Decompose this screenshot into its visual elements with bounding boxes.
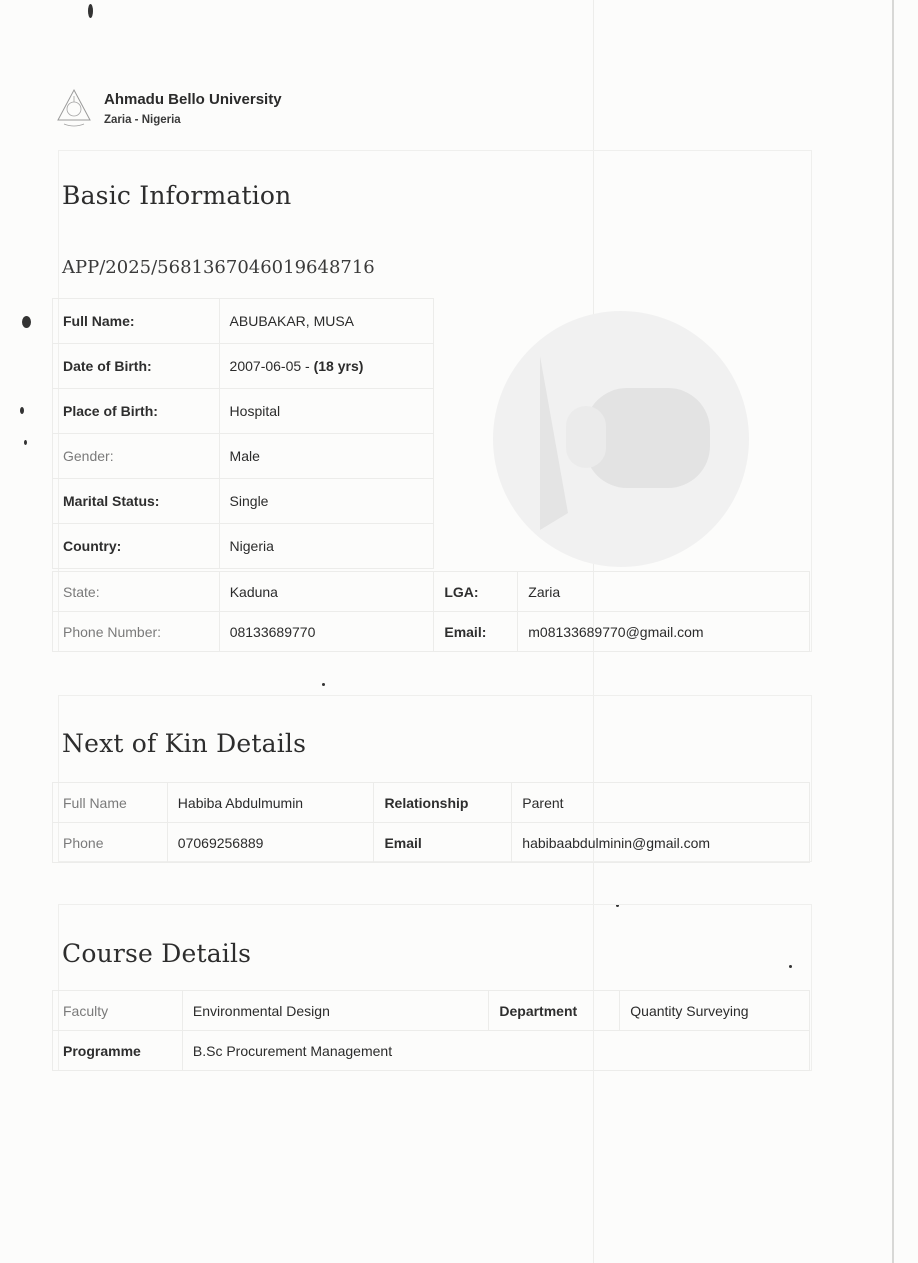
kin-phone-label: Phone [53, 823, 168, 863]
full-name-label: Full Name: [53, 299, 220, 344]
pob-value: Hospital [219, 389, 433, 434]
table-row [53, 479, 434, 524]
university-header [52, 86, 282, 130]
scan-speck [24, 440, 27, 445]
table-row [53, 389, 434, 434]
table-row [53, 524, 434, 569]
lga-label: LGA: [434, 572, 518, 612]
department-label: Department [489, 991, 620, 1031]
kin-email-label: Email [374, 823, 512, 863]
next-of-kin-title: Next of Kin Details [62, 729, 307, 758]
table-row [53, 344, 434, 389]
university-crest-icon [52, 86, 96, 130]
table-row [53, 299, 434, 344]
phone-value: 08133689770 [219, 612, 434, 652]
dob-label: Date of Birth: [53, 344, 220, 389]
avatar-placeholder-icon [490, 308, 752, 570]
kin-relationship-label: Relationship [374, 783, 512, 823]
state-label: State: [53, 572, 220, 612]
phone-label: Phone Number: [53, 612, 220, 652]
email-value: m08133689770@gmail.com [518, 612, 810, 652]
country-value: Nigeria [219, 524, 433, 569]
scan-speck [322, 683, 325, 686]
table-row [53, 612, 810, 652]
course-details-table [52, 990, 810, 1071]
faculty-label: Faculty [53, 991, 183, 1031]
kin-phone-value: 07069256889 [167, 823, 374, 863]
next-of-kin-table [52, 782, 810, 863]
gender-value: Male [219, 434, 433, 479]
scan-speck [22, 316, 31, 328]
scan-speck [20, 407, 24, 414]
kin-full-name-label: Full Name [53, 783, 168, 823]
university-location: Zaria - Nigeria [104, 113, 181, 126]
programme-value: B.Sc Procurement Management [182, 1031, 809, 1071]
programme-label: Programme [53, 1031, 183, 1071]
scan-edge-line [892, 0, 894, 1263]
scan-speck [88, 4, 93, 18]
pob-label: Place of Birth: [53, 389, 220, 434]
table-row [53, 991, 810, 1031]
university-name: Ahmadu Bello University [104, 90, 282, 108]
course-details-title: Course Details [62, 939, 252, 968]
dob-date: 2007-06-05 - [229, 358, 314, 374]
table-row [53, 823, 810, 863]
contact-info-table [52, 571, 810, 652]
gender-label: Gender: [53, 434, 220, 479]
table-row [53, 434, 434, 479]
kin-email-value: habibaabdulminin@gmail.com [512, 823, 810, 863]
state-value: Kaduna [219, 572, 434, 612]
department-value: Quantity Surveying [620, 991, 810, 1031]
table-row [53, 572, 810, 612]
email-label: Email: [434, 612, 518, 652]
kin-relationship-value: Parent [512, 783, 810, 823]
table-row [53, 783, 810, 823]
table-row [53, 1031, 810, 1071]
marital-status-value: Single [219, 479, 433, 524]
passport-photo [490, 308, 752, 570]
marital-status-label: Marital Status: [53, 479, 220, 524]
faculty-value: Environmental Design [182, 991, 488, 1031]
application-number: APP/2025/5681367046019648716 [62, 257, 375, 278]
basic-info-table [52, 298, 434, 569]
kin-full-name-value: Habiba Abdulmumin [167, 783, 374, 823]
lga-value: Zaria [518, 572, 810, 612]
full-name-value: ABUBAKAR, MUSA [219, 299, 433, 344]
dob-value [219, 344, 433, 389]
basic-info-title: Basic Information [62, 181, 292, 210]
country-label: Country: [53, 524, 220, 569]
dob-age: (18 yrs) [313, 358, 364, 374]
